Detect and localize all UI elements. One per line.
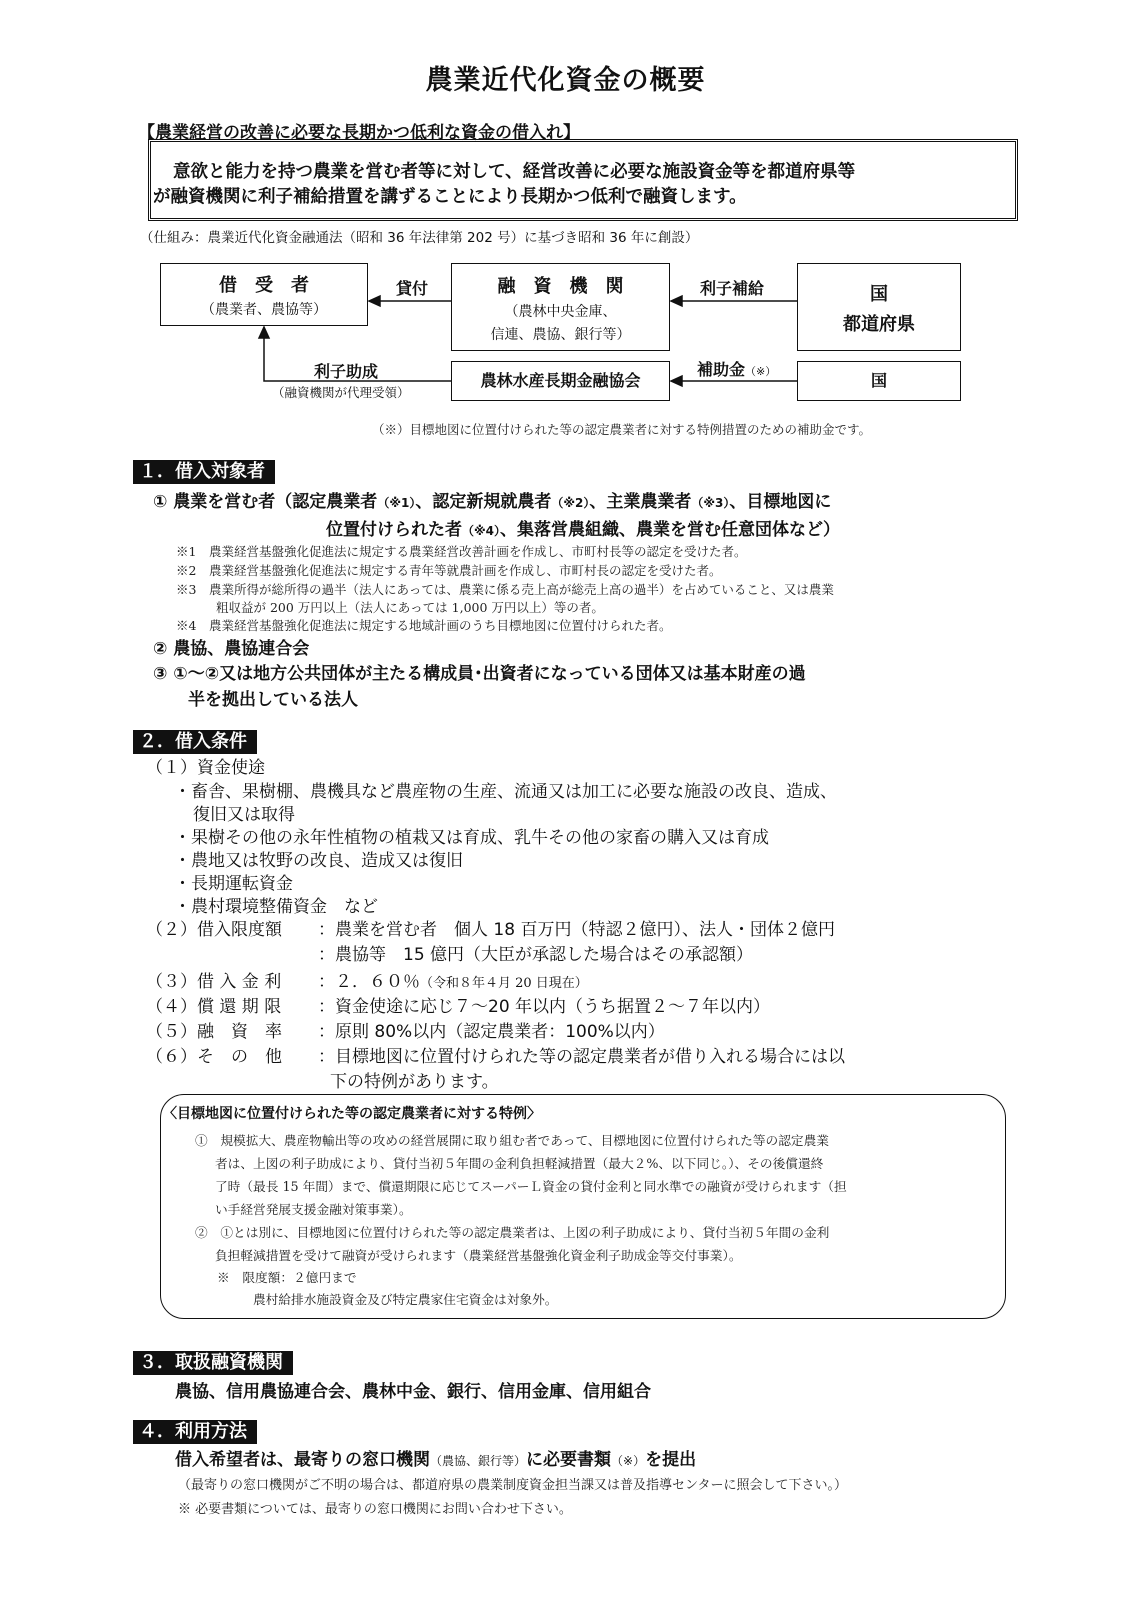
special-measures-box — [160, 1094, 1006, 1319]
s1-item-1-b: 、認定新規就農者 — [415, 492, 552, 512]
special-note-2: 農村給排水施設資金及び特定農家住宅資金は対象外。 — [253, 1292, 558, 1307]
s2-ratio-label: （５）融 資 率 — [146, 1022, 282, 1042]
s4-body — [175, 1445, 696, 1470]
s1-item-1-f: 、集落営農組織、農業を営む任意団体など） — [500, 520, 841, 540]
s2-rate — [318, 967, 588, 992]
lender-sub-2: 信連、農協、銀行等） — [490, 327, 631, 343]
s1-note-4: ※4 農業経営基盤強化促進法に規定する地域計画のうち目標地図に位置付けられた者。 — [176, 618, 672, 633]
s2-use-heading: （１）資金使途 — [146, 758, 265, 778]
s1-item-2: ② 農協、農協連合会 — [153, 639, 310, 659]
s2-limit-1: ：農業を営む者 個人 18 百万円（特認２億円）、法人・団体２億円 — [318, 920, 835, 940]
mechanism-note: （仕組み：農業近代化資金融通法（昭和 36 年法律第 202 号）に基づき昭和 36 年に創設） — [140, 230, 699, 246]
grant-label-mark: （※） — [745, 365, 777, 378]
subsidy-arrowhead — [671, 296, 682, 306]
special-note-1: ※ 限度額：２億円まで — [217, 1270, 357, 1285]
lender-title: 融 資 機 関 — [497, 276, 624, 297]
s4-note-1: （最寄りの窓口機関がご不明の場合は、都道府県の農業制度資金担当課又は普及指導センターに照会して下さい。） — [178, 1478, 847, 1493]
s4-body-b: に必要書類 — [526, 1450, 612, 1470]
interest-aid-label: 利子助成 — [314, 362, 379, 381]
section-4-heading: ４．利用方法 — [133, 1420, 257, 1444]
grant-label-text: 補助金 — [697, 360, 746, 379]
s4-body-mark: （※） — [611, 1454, 646, 1468]
special-p1a: ① 規模拡大、農産物輸出等の攻めの経営展開に取り組む者であって、目標地図に位置付けられた等の認定農業 — [195, 1133, 829, 1148]
s1-item-1-line-1 — [153, 487, 831, 512]
national-govt-box: 国 — [797, 361, 961, 401]
special-p1b: 者は、上図の利子助成により、貸付当初５年間の金利負担軽減措置（最大２%、以下同じ。）、その後償還終 — [215, 1156, 824, 1171]
s2-limit-label: （２）借入限度額 — [146, 920, 282, 940]
s1-item-3-line-2: 半を拠出している法人 — [188, 690, 358, 710]
special-heading: 〈目標地図に位置付けられた等の認定農業者に対する特例〉 — [163, 1106, 541, 1122]
lender-box — [451, 263, 670, 351]
section-3-heading: ３．取扱融資機関 — [133, 1351, 293, 1375]
summary-box — [148, 139, 1018, 221]
s2-term-label: （４）償 還 期 限 — [146, 997, 282, 1017]
s2-rate-value: ：２．６０％ — [318, 972, 420, 992]
s2-use-5: ・農村環境整備資金 など — [174, 897, 378, 917]
s2-use-2: ・果樹その他の永年性植物の植栽又は育成、乳牛その他の家畜の購入又は育成 — [174, 828, 769, 848]
diagram-footnote: （※）目標地図に位置付けられた等の認定農業者に対する特例措置のための補助金です。 — [372, 422, 872, 437]
s2-use-1a: ・畜舎、果樹棚、農機具など農産物の生産、流通又は加工に必要な施設の改良、造成、 — [174, 782, 837, 802]
borrower-sub: （農業者、農協等） — [201, 302, 327, 318]
grant-arrowhead — [671, 376, 682, 386]
section-2-heading: ２．借入条件 — [133, 730, 257, 754]
s1-item-1-line-2 — [326, 515, 840, 540]
s4-body-a: 借入希望者は、最寄りの窓口機関 — [175, 1450, 430, 1470]
s2-rate-date: （令和８年４月 20 日現在） — [420, 976, 588, 991]
summary-line-1: 意欲と能力を持つ農業を営む者等に対して、経営改善に必要な施設資金等を都道府県等 — [173, 162, 856, 182]
s1-note-3b: 粗収益が 200 万円以上（法人にあっては 1,000 万円以上）等の者。 — [216, 600, 604, 615]
s2-term-value: ：資金使途に応じ７～20 年以内（うち据置２～７年以内） — [318, 997, 771, 1017]
s2-use-3: ・農地又は牧野の改良、造成又は復旧 — [174, 851, 463, 871]
association-box: 農林水産長期金融協会 — [451, 361, 670, 401]
summary-line-2: が融資機関に利子補給措置を講ずることにより長期かつ低利で融資します。 — [153, 187, 747, 207]
s2-other-label: （６）そ の 他 — [146, 1047, 282, 1067]
s1-item-1-d: 、目標地図に — [729, 492, 832, 512]
s2-other-value-b: 下の特例があります。 — [330, 1072, 499, 1092]
government-line-2: 都道府県 — [843, 314, 915, 335]
s1-item-1-a: ① 農業を営む者（認定農業者 — [153, 492, 378, 512]
s2-use-4: ・長期運転資金 — [174, 874, 293, 894]
s2-limit-2: ：農協等 15 億円（大臣が承認した場合はその承認額） — [318, 945, 754, 965]
s4-body-c: を提出 — [645, 1450, 697, 1470]
s1-note-3a: ※3 農業所得が総所得の過半（法人にあっては、農業に係る売上高が総売上高の過半）を占めていること、又は農業 — [176, 582, 834, 597]
section-1-heading: １．借入対象者 — [133, 460, 275, 484]
government-box — [797, 263, 961, 351]
special-p1c: 了時（最長 15 年間）まで、償還期限に応じてスーパーＬ資金の貸付金利と同水準での融資が受けられます（担 — [215, 1179, 847, 1194]
s1-note-ref-3: （※3） — [691, 496, 730, 510]
special-p2a: ② ①とは別に、目標地図に位置付けられた等の認定農業者は、上図の利子助成により、貸付当初５年間の金利 — [195, 1225, 830, 1240]
s2-ratio-value: ：原則 80%以内（認定農業者：100%以内） — [318, 1022, 665, 1042]
subsidy-label: 利子補給 — [700, 279, 765, 298]
s1-item-1-c: 、主業農業者 — [589, 492, 692, 512]
government-line-1: 国 — [870, 284, 888, 305]
s1-note-ref-4: （※4） — [462, 524, 501, 538]
s4-body-small: （農協、銀行等） — [430, 1454, 527, 1468]
s1-item-1-e: 位置付けられた者 — [326, 520, 462, 540]
s1-note-ref-2: （※2） — [551, 496, 590, 510]
s2-other-value-a: ：目標地図に位置付けられた等の認定農業者が借り入れる場合には以 — [318, 1047, 845, 1067]
special-p2b: 負担軽減措置を受けて融資が受けられます（農業経営基盤強化資金利子助成金等交付事業）。 — [215, 1248, 742, 1263]
loan-label: 貸付 — [396, 279, 429, 298]
lender-sub-1: （農林中央金庫、 — [504, 304, 617, 320]
grant-label — [697, 357, 776, 380]
special-p1d: い手経営発展支援金融対策事業）。 — [215, 1202, 412, 1217]
page-title: 農業近代化資金の概要 — [425, 65, 706, 96]
borrower-box — [160, 263, 368, 326]
s2-use-1b: 復旧又は取得 — [193, 805, 295, 825]
s3-body: 農協、信用農協連合会、農林中金、銀行、信用金庫、信用組合 — [175, 1382, 651, 1402]
interest-aid-sub: （融資機関が代理受領） — [272, 385, 410, 400]
s4-note-2: ※ 必要書類については、最寄りの窓口機関にお問い合わせ下さい。 — [178, 1502, 572, 1517]
interest-aid-arrowhead — [259, 327, 269, 338]
loan-arrowhead — [369, 296, 380, 306]
subtitle: 【農業経営の改善に必要な長期かつ低利な資金の借入れ】 — [138, 123, 580, 143]
s1-note-1: ※1 農業経営基盤強化促進法に規定する農業経営改善計画を作成し、市町村長等の認定を受けた者。 — [176, 544, 747, 559]
s2-rate-label: （３）借 入 金 利 — [146, 972, 282, 992]
s1-note-2: ※2 農業経営基盤強化促進法に規定する青年等就農計画を作成し、市町村長の認定を受けた者。 — [176, 563, 722, 578]
s1-item-3-line-1: ③ ①～②又は地方公共団体が主たる構成員･出資者になっている団体又は基本財産の過 — [153, 664, 806, 684]
borrower-title: 借 受 者 — [219, 275, 309, 296]
s1-note-ref-1: （※1） — [377, 496, 416, 510]
